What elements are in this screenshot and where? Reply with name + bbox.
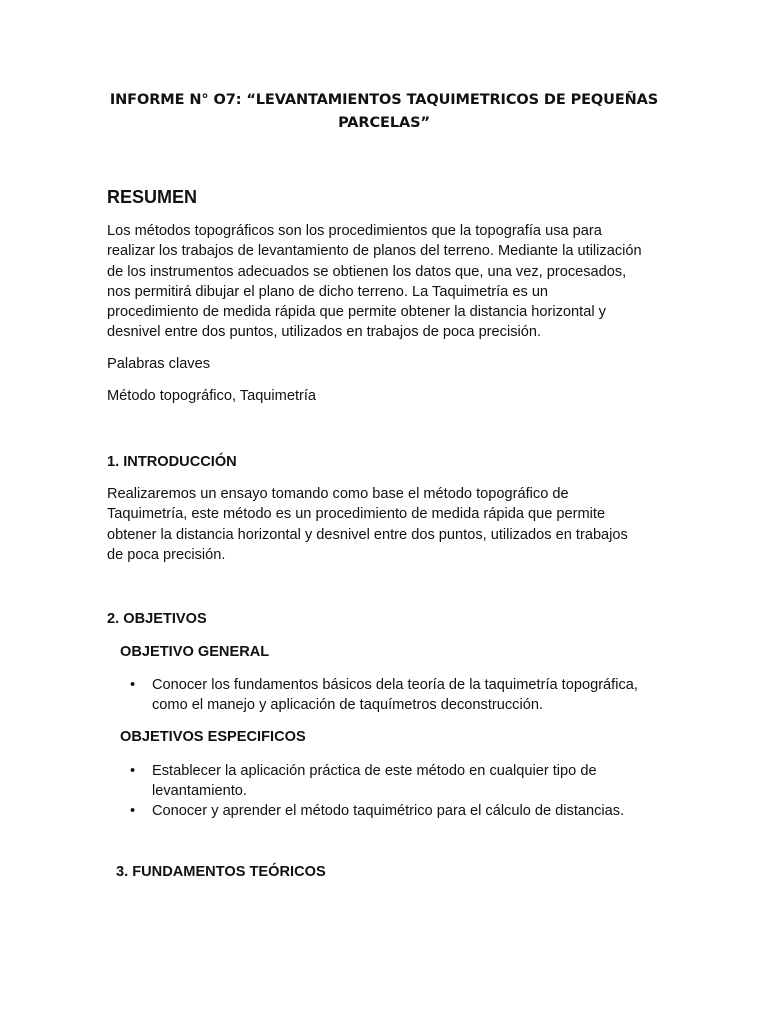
list-item-line: Conocer y aprender el método taquimétrico para el cálculo de distancias.	[152, 803, 625, 819]
keywords-text: Método topográfico, Taquimetría	[107, 388, 317, 404]
objetivos-especificos-list	[130, 761, 624, 821]
title-line-2: PARCELAS”	[338, 115, 430, 131]
objetivo-general-list	[130, 675, 638, 715]
list-item-line: levantamiento.	[152, 783, 247, 799]
introduccion-line: obtener la distancia horizontal y desnivel entre dos puntos, utilizados en trabajos	[107, 526, 628, 543]
resumen-heading: RESUMEN	[107, 187, 198, 207]
objetivos-heading: 2. OBJETIVOS	[107, 611, 207, 627]
fundamentos-heading: 3. FUNDAMENTOS TEÓRICOS	[116, 864, 326, 880]
list-item-line: Establecer la aplicación práctica de este método en cualquier tipo de	[152, 763, 597, 779]
introduccion-heading: 1. INTRODUCCIÓN	[107, 454, 237, 470]
list-item	[130, 675, 638, 715]
list-item-line: Conocer los fundamentos básicos dela teoría de la taquimetría topográfica,	[152, 677, 638, 693]
resumen-line: Los métodos topográficos son los procedimientos que la topografía usa para	[107, 223, 602, 239]
bullet-icon: •	[130, 677, 136, 693]
resumen-paragraph	[107, 221, 687, 343]
objetivo-general-heading: OBJETIVO GENERAL	[120, 644, 270, 660]
title-line-1: INFORME N° O7: “LEVANTAMIENTOS TAQUIMETRICOS DE PEQUEÑAS	[109, 92, 659, 108]
resumen-line: de los instrumentos adecuados se obtienen los datos que, una vez, procesados,	[107, 263, 627, 280]
introduccion-line: Realizaremos un ensayo tomando como base el método topográfico de	[107, 486, 569, 502]
objetivos-especificos-heading: OBJETIVOS ESPECIFICOS	[120, 729, 306, 745]
list-item	[130, 761, 624, 801]
resumen-line: nos permitirá dibujar el plano de dicho terreno. La Taquimetría es un	[107, 283, 549, 300]
report-title	[100, 89, 668, 135]
bullet-icon: •	[130, 763, 136, 779]
introduccion-line: de poca precisión.	[107, 546, 226, 563]
resumen-line: procedimiento de medida rápida que permite obtener la distancia horizontal y	[107, 304, 606, 321]
list-item-line: como el manejo y aplicación de taquímetros deconstrucción.	[152, 697, 543, 713]
resumen-line: desnivel entre dos puntos, utilizados en trabajos de poca precisión.	[107, 324, 542, 341]
keywords-label: Palabras claves	[107, 356, 211, 372]
bullet-icon: •	[130, 803, 136, 819]
resumen-line: realizar los trabajos de levantamiento de planos del terreno. Mediante la utilización	[107, 243, 642, 260]
introduccion-line: Taquimetría, este método es un procedimiento de medida rápida que permite	[107, 506, 606, 523]
list-item	[130, 801, 624, 821]
introduccion-paragraph	[107, 484, 687, 565]
